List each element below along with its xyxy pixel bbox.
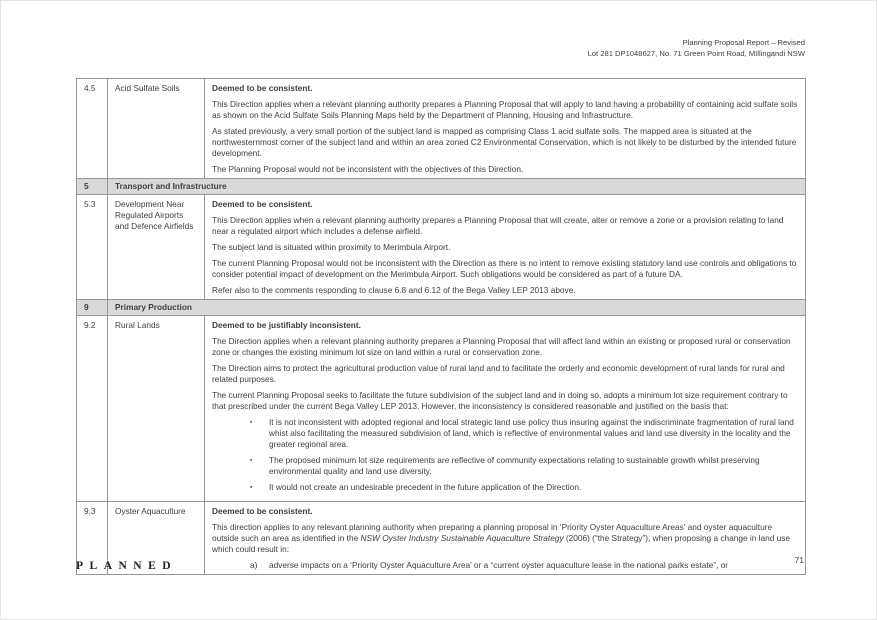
bullet-icon: ▪: [250, 457, 253, 464]
section-number: 9: [77, 300, 108, 316]
bullet-item: [212, 482, 798, 493]
section-header-row: [77, 179, 806, 195]
paragraph-prefix: This direction applies to any relevant planning authority when preparing a planning proposal in ‘Priority Oyster Aquaculture Areas’ and oyster aquaculture outside such an area as identified in the: [212, 522, 773, 543]
table-row: [77, 502, 806, 575]
paragraph: The Direction applies when a relevant planning authority prepares a Planning Proposal that will affect land within an existing or proposed rural or conservation zone or changes the existing minimum lot size on land within a rural or conservation zone.: [212, 336, 791, 357]
paragraph: The Planning Proposal would not be inconsistent with the objectives of this Direction.: [212, 164, 524, 174]
paragraph: The Direction aims to protect the agricultural production value of rural land and to facilitate the orderly and economic development of rural lands for rural and related purposes.: [212, 363, 785, 384]
lettered-list-item: [212, 560, 798, 571]
direction-assessment: [205, 79, 806, 179]
direction-assessment: [205, 502, 806, 575]
direction-title: Oyster Aquaculture: [108, 502, 205, 575]
list-item-label: a): [250, 560, 258, 570]
section-number: 5: [77, 179, 108, 195]
strategy-title-italic: NSW Oyster Industry Sustainable Aquaculture Strategy: [360, 533, 564, 543]
verdict-text: Deemed to be consistent.: [212, 199, 313, 209]
verdict-text: Deemed to be justifiably inconsistent.: [212, 320, 361, 330]
section-title: Transport and Infrastructure: [108, 179, 806, 195]
bullet-icon: ▪: [250, 484, 253, 491]
direction-title: Acid Sulfate Soils: [108, 79, 205, 179]
paragraph-suffix: (2006) (“the Strategy”), when proposing a change in land use which could result in:: [212, 533, 791, 554]
bullet-text: The proposed minimum lot size requirements are reflective of community expectations relating to sustainable growth whilst preserving environmental quality and land use diversity.: [269, 455, 760, 476]
direction-title: Rural Lands: [108, 316, 205, 502]
section-title: Primary Production: [108, 300, 806, 316]
table-row: [77, 316, 806, 502]
table-row: [77, 79, 806, 179]
planned-logo: PLANNED: [76, 560, 178, 572]
direction-number: 9.2: [77, 316, 108, 502]
bullet-text: It is not inconsistent with adopted regional and local strategic land use policy thus insuring against the indiscriminate fragmentation of rural land whist also facilitating the measured subdivision of land, which is reflective of environmental values and land use diversity in the locality and the greater regional area.: [269, 417, 794, 449]
paragraph: [212, 522, 798, 555]
direction-title: Development Near Regulated Airports and Defence Airfields: [108, 195, 205, 300]
paragraph: This Direction applies when a relevant planning authority prepares a Planning Proposal that will apply to land having a probability of containing acid sulfate soils as shown on the Acid Sulfate Soils Planning Maps held by the Department of Planning, Housing and Infrastructure.: [212, 99, 798, 120]
paragraph: The current Planning Proposal would not be inconsistent with the Direction as there is no intent to remove existing statutory land use controls and obligations to consider potential impact of development on the Merimbula Airport. Such obligations would be considered as part of a future DA.: [212, 258, 797, 279]
direction-number: 4.5: [77, 79, 108, 179]
paragraph: The subject land is situated within proximity to Merimbula Airport.: [212, 242, 451, 252]
verdict-text: Deemed to be consistent.: [212, 83, 313, 93]
bullet-item: [212, 455, 798, 477]
table-row: [77, 195, 806, 300]
report-title: Planning Proposal Report – Revised: [682, 38, 805, 47]
paragraph: This Direction applies when a relevant planning authority prepares a Planning Proposal that will create, alter or remove a zone or a provision relating to land near a regulated airport which includes a defense airfield.: [212, 215, 784, 236]
paragraph: As stated previously, a very small portion of the subject land is mapped as comprising Class 1 acid sulfate soils. The mapped area is situated at the northwesternmost corner of the subject land and within an area zoned C2 Environmental Conservation, which is not likely to be disturbed by the intended future development.: [212, 126, 797, 158]
paragraph: The current Planning Proposal seeks to facilitate the future subdivision of the subject land and in doing so, adopts a minimum lot size requirement contrary to that prescribed under the current Bega Valley LEP 2013. However, the inconsistency is considered reasonable and justified on the basis that:: [212, 390, 788, 411]
report-header: [588, 37, 805, 59]
verdict-text: Deemed to be consistent.: [212, 506, 313, 516]
directions-table: [76, 78, 806, 575]
direction-number: 5.3: [77, 195, 108, 300]
report-subtitle: Lot 281 DP1048627, No. 71 Green Point Road, MIllingandi NSW: [587, 49, 805, 58]
direction-number: 9.3: [77, 502, 108, 575]
bullet-item: [212, 417, 798, 450]
direction-assessment: [205, 195, 806, 300]
list-item-text: adverse impacts on a ‘Priority Oyster Aquaculture Area’ or a “current oyster aquaculture lease in the national parks estate”, or: [269, 560, 729, 570]
direction-assessment: [205, 316, 806, 502]
bullet-text: It would not create an undesirable precedent in the future application of the Direction.: [269, 482, 582, 492]
page-number: 71: [794, 555, 804, 565]
bullet-icon: ▪: [250, 419, 253, 426]
paragraph: Refer also to the comments responding to clause 6.8 and 6.12 of the Bega Valley LEP 2013 above.: [212, 285, 576, 295]
section-header-row: [77, 300, 806, 316]
